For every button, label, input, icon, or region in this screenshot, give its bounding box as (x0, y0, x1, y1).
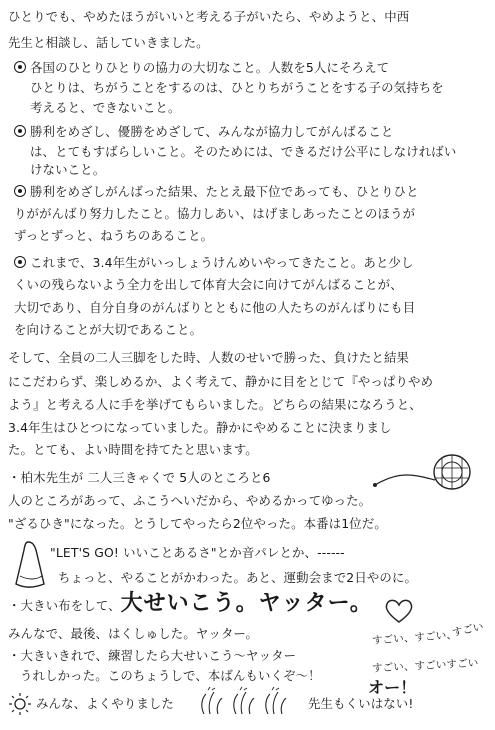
comment-1-line-2: 人のところがあって、ふこうへいだから、やめるかってゆった。 (8, 493, 372, 508)
comment-6: みんなで、最後、はくしゅした。ヤッター。 (8, 626, 259, 641)
comment-8: うれしかった。このちょうしで、本ばんもいくぞ～！ (20, 668, 321, 683)
circle-bullet-icon (14, 185, 26, 197)
sugoi-text-2: すごい、すごい、 (371, 629, 458, 647)
intro-line-1: ひとりでも、やめたほうがいいと考える子がいたら、やめようと、中西 (8, 9, 410, 24)
point-4-line-1: これまで、3.4年生がいっしょうけんめいやってきたこと。あと少し (14, 255, 414, 271)
point-4-line-3: 大切であり、自分自身のがんばりとともに他の人たちのがんばりにも目 (14, 300, 416, 315)
point-3-line-2: りががんばり努力したこと。協力しあい、はげましあったことのほうが (14, 206, 416, 221)
sugoi-text-1: すごい (451, 620, 485, 640)
paragraph-line-2: にこだわらず、楽しめるか、よく考えて、静かに目をとじて『やっぱりやめ (8, 374, 434, 389)
clapping-hands-icon (196, 686, 306, 718)
comment-3: "LET'S GO! いいことあるさ"とか音パレとか、------ (50, 545, 345, 560)
sun-icon (8, 692, 32, 716)
oh-exclamation: オー！ (368, 678, 417, 697)
point-2-line-3: けないこと。 (30, 162, 106, 177)
intro-line-2: 先生と相談し、話していきました。 (8, 35, 209, 50)
point-1-line-2: ひとりは、ちがうことをするのは、ひとりちがうことをする子の気持ちを (30, 80, 444, 95)
comment-4: ちょっと、やることがかわった。あと、運動会まで2日やのに。 (58, 570, 418, 585)
point-2-line-2: は、とてもすばらしいこと。そのためには、できるだけ公平にしなければい (30, 144, 457, 159)
point-4-line-2: くいの残らないよう全力を出して体育大会に向けてがんばることが、 (14, 277, 403, 292)
circle-bullet-icon (14, 125, 26, 137)
comment-7: ・大きいきれで、練習したら大せいこう～ヤッター (8, 648, 297, 663)
point-3-line-1: 勝利をめざしがんばった結果、たとえ最下位であっても、ひとりひと (14, 184, 419, 200)
point-1-line-3: 考えると、できないこと。 (30, 100, 181, 115)
sugoi-text-3: すごい、すごいすごい (371, 657, 479, 675)
heart-icon (384, 598, 414, 624)
comment-9-suffix: 先生もくいはない! (308, 696, 414, 711)
comment-9-prefix: みんな、よくやりました (36, 696, 174, 711)
paragraph-line-1: そして、全員の二人三脚をした時、人数のせいで勝った、負けたと結果 (8, 350, 410, 365)
paragraph-line-4: 3.4年生はひとつになっていました。静かにやめることに決まりまし (8, 420, 392, 435)
paragraph-line-5: た。とても、よい時間を持てたと思います。 (8, 442, 258, 457)
comment-1-line-1: ・柏木先生が 二人三きゃくで 5人のところと6 (8, 470, 271, 485)
point-4-line-4: を向けることが大切であること。 (14, 322, 203, 337)
cone-drawing-icon (14, 540, 48, 590)
point-1-line-1: 各国のひとりひとりの協力の大切なこと。人数を5人にそろえて (14, 60, 389, 76)
point-2-line-1: 勝利をめざし、優勝をめざして、みんなが協力してがんばること (14, 124, 393, 140)
circle-bullet-icon (14, 61, 26, 73)
circle-bullet-icon (14, 256, 26, 268)
ball-net-drawing-icon (370, 440, 470, 500)
point-3-line-3: ずっとずっと、ねうちのあること。 (14, 228, 214, 243)
comment-2: "ざるひき"になった。とうしてやったら2位やった。本番は1位だ。 (8, 516, 387, 531)
success-banner: 大せいこう。ヤッター。 (120, 591, 373, 616)
paragraph-line-3: よう』と考える人に手を挙げてもらいました。どちらの結果になろうと、 (8, 397, 422, 412)
comment-5: ・大きい布をして、大せいこう。ヤッター。 (8, 591, 373, 616)
